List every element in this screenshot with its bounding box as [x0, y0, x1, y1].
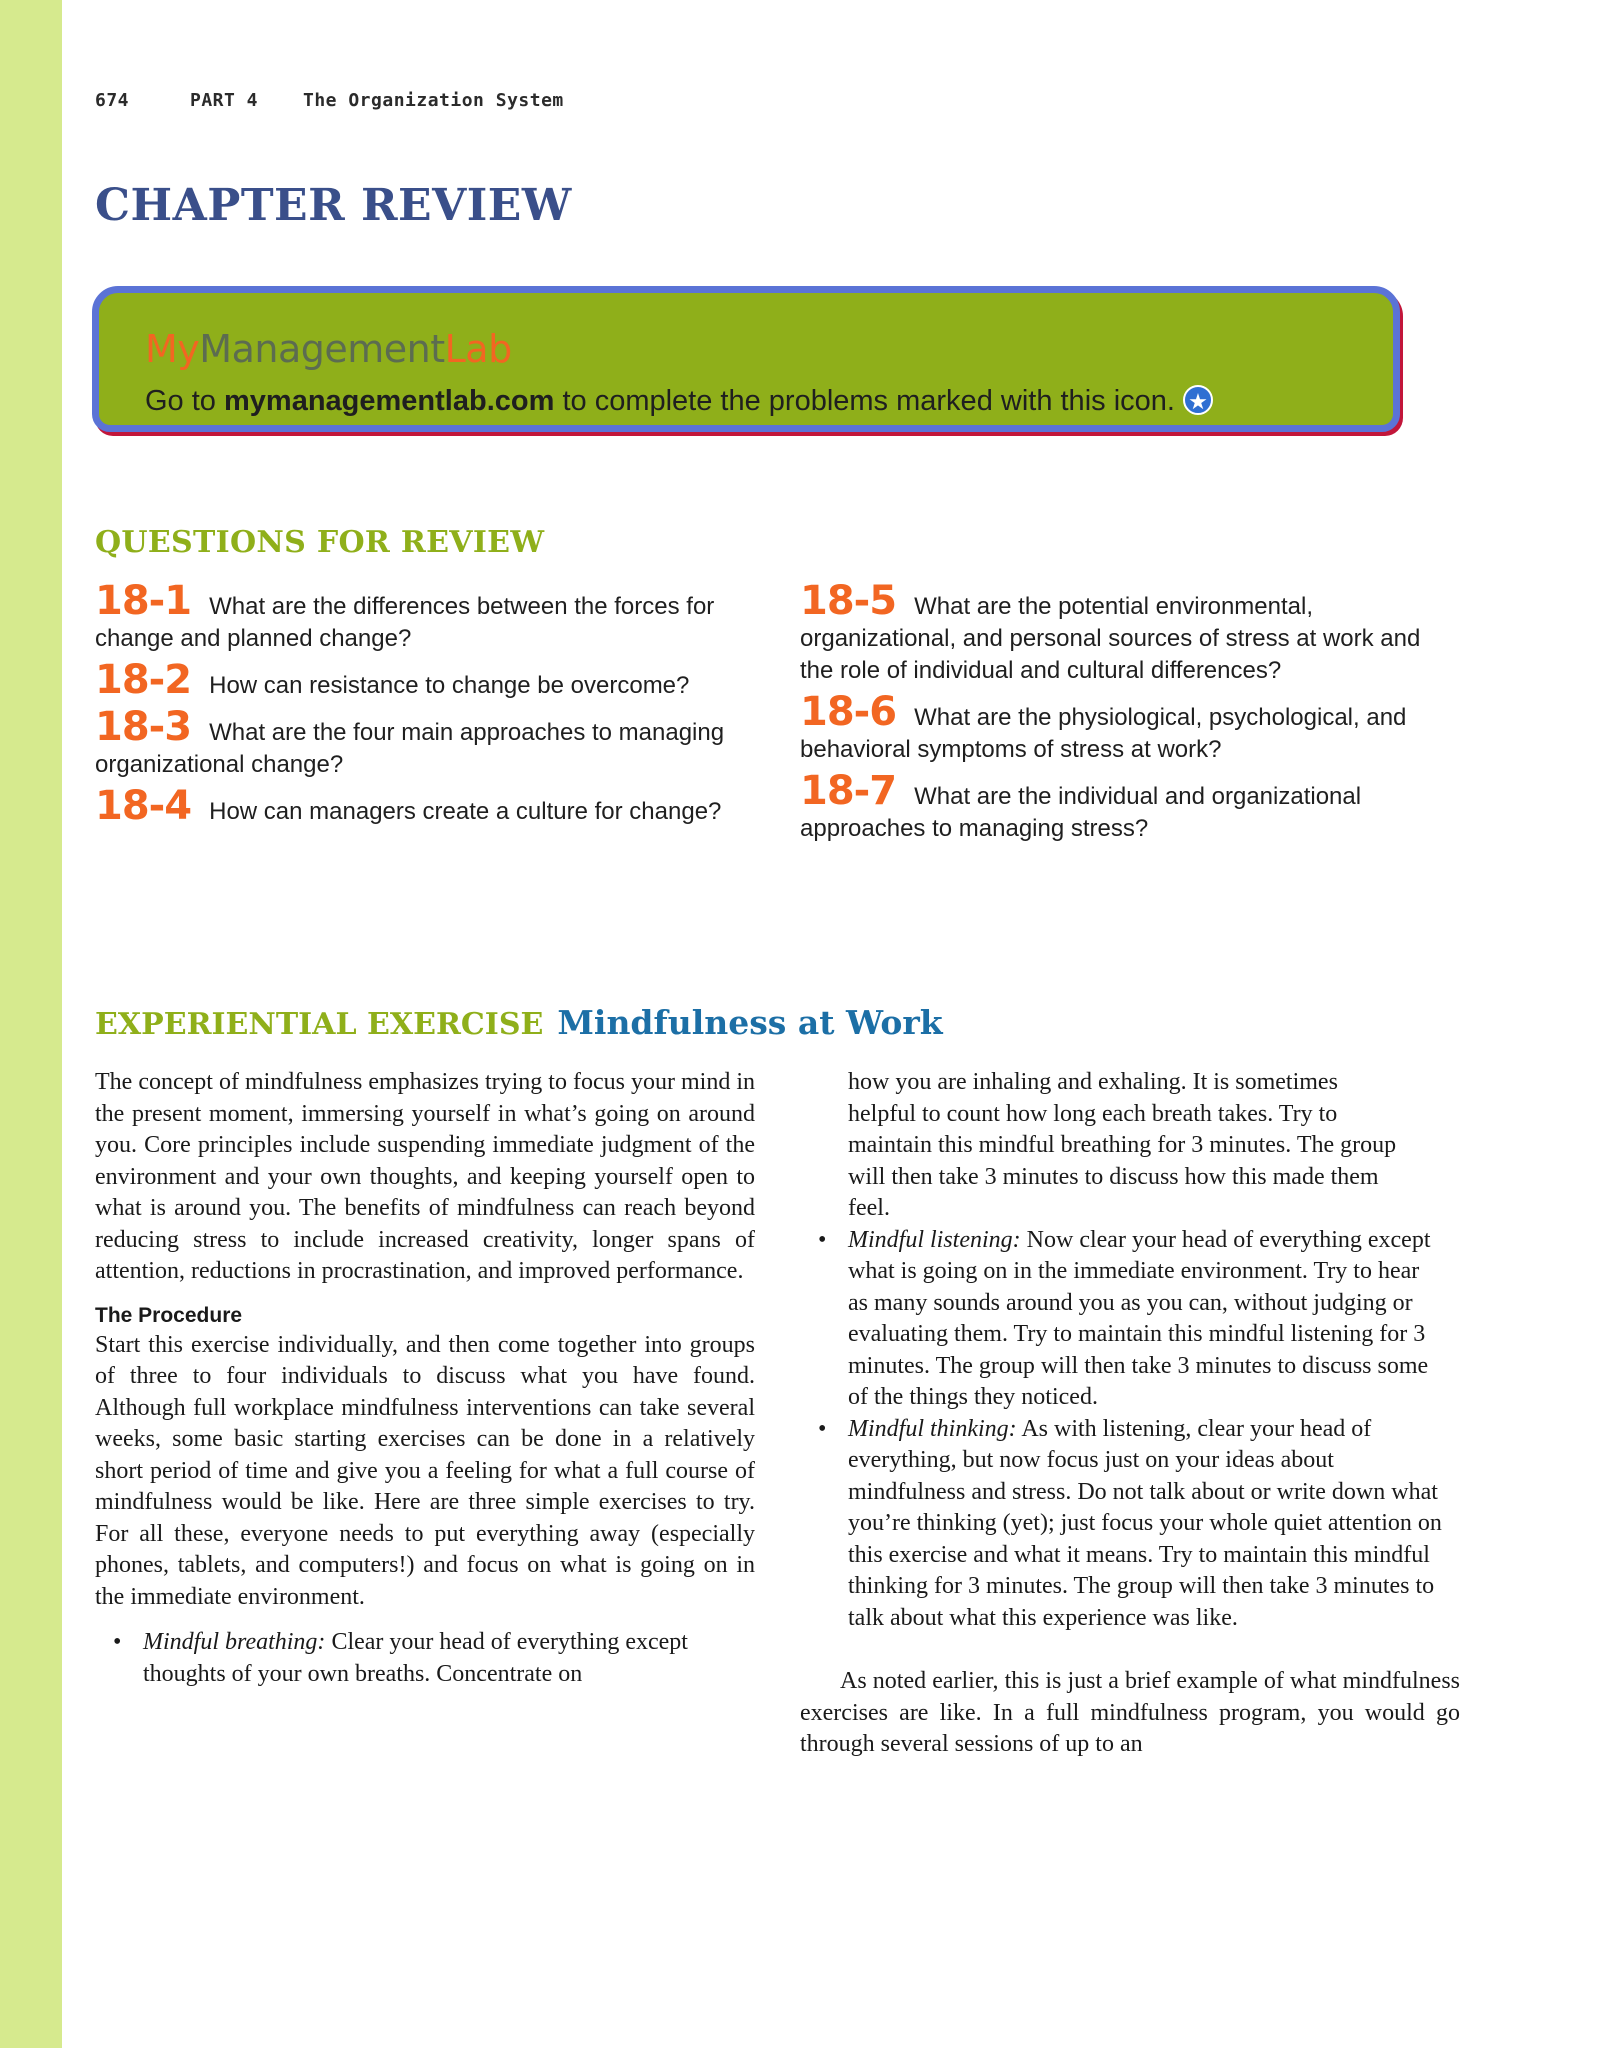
question-item [95, 657, 735, 703]
question-text: What are the individual and organizational approaches to managing stress? [800, 783, 1362, 842]
star-icon: ★ [1183, 385, 1213, 415]
mml-line-suffix: to complete the problems marked with this icon. [554, 385, 1175, 417]
exercise-heading [95, 1003, 943, 1042]
question-number: 18-2 [95, 657, 192, 703]
question-number: 18-5 [800, 578, 897, 624]
question-number: 18-4 [95, 783, 192, 829]
exercise-intro: The concept of mindfulness emphasizes trying to focus your mind in the present moment, immersing yourself in what’s going on around you. Core principles include suspending immediate judgment of the environment and your own thoughts, and keeping yourself open to what is around you. The benefits of mindfulness can reach beyond reducing stress to include increased creativity, longer spans of attention, reductions in procrastination, and improved performance. [95, 1069, 755, 1284]
question-item [95, 783, 735, 829]
bullet-dot: • [113, 1629, 122, 1655]
bullet-lead: Mindful breathing: [143, 1629, 326, 1655]
procedure-text: Start this exercise individually, and then come together into groups of three to four individuals to discuss what you have found. Although full workplace mindfulness interventions can take several weeks, some basic starting exercises can be done in a relatively short period of time and give you a feeling for what a full course of mindfulness would be like. Here are three simple exercises to try. For all these, everyone needs to put everything away (especially phones, tablets, and computers!) and focus on what is going on in the immediate environment. [95, 1331, 755, 1610]
brand-lab: Lab [444, 327, 512, 371]
question-item [800, 768, 1440, 845]
bullet-breathing-continued: how you are inhaling and exhaling. It is sometimes helpful to count how long each breath takes. Try to maintain this mindful breathing for 3 minutes. The group will then take 3 minutes to discuss how this made them feel. [848, 1069, 1397, 1221]
brand-management: Management [199, 327, 445, 371]
question-number: 18-7 [800, 768, 897, 814]
bullet-mindful-breathing [95, 1627, 755, 1690]
questions-right-column [800, 578, 1440, 855]
bullet-dot: • [818, 1415, 827, 1442]
mml-brand-logo [145, 327, 512, 371]
closing-paragraph: As noted earlier, this is just a brief example of what mindfulness exercises are like. In a full mindfulness program, you would go through several sessions of up to an [800, 1668, 1460, 1757]
questions-left-column [95, 578, 735, 838]
brand-my: My [145, 327, 200, 371]
questions-heading: QUESTIONS FOR REVIEW [95, 525, 545, 560]
exercise-left-column [95, 1067, 755, 1690]
question-item [95, 578, 735, 655]
sidebar-strip [0, 0, 62, 2048]
question-number: 18-3 [95, 704, 192, 750]
bullet-mindful-thinking [800, 1414, 1462, 1635]
mml-link[interactable]: mymanagementlab.com [224, 385, 555, 417]
exercise-right-column [800, 1067, 1462, 1761]
chapter-title: CHAPTER REVIEW [95, 180, 572, 231]
mml-line-prefix: Go to [145, 385, 224, 417]
exercise-label: EXPERIENTIAL EXERCISE [95, 1007, 544, 1042]
part-label: PART 4 [190, 90, 259, 111]
question-text: How can managers create a culture for change? [209, 798, 722, 825]
running-head [95, 90, 564, 111]
exercise-title: Mindfulness at Work [557, 1003, 943, 1042]
mml-instruction [145, 385, 1213, 418]
bullet-mindful-listening [800, 1225, 1462, 1414]
question-text: How can resistance to change be overcome? [209, 672, 690, 699]
question-text: What are the physiological, psychological, and behavioral symptoms of stress at work? [800, 704, 1407, 763]
bullet-lead: Mindful listening: [848, 1226, 1021, 1253]
bullet-dot: • [818, 1226, 827, 1253]
bullet-text: As with listening, clear your head of everything, but now focus just on your ideas about mindfulness and stress. Do not talk about or write down what you’re thinking (yet); just focus your whole quiet attention on this exercise and what it means. Try to maintain this mindful thinking for 3 minutes. The group will then take 3 minutes to talk about what this experience was like. [848, 1415, 1442, 1631]
question-item [95, 704, 735, 781]
question-number: 18-1 [95, 578, 192, 624]
question-item [800, 578, 1440, 687]
question-number: 18-6 [800, 689, 897, 735]
mymanagementlab-banner [92, 286, 1400, 432]
bullet-lead: Mindful thinking: [848, 1415, 1017, 1442]
bullet-text: Clear your head of everything except thoughts of your own breaths. Concentrate on [143, 1629, 688, 1687]
question-item [800, 689, 1440, 766]
question-text: What are the four main approaches to managing organizational change? [95, 719, 725, 778]
question-text: What are the potential environmental, organizational, and personal sources of stress at work and the role of individual and cultural differences? [800, 593, 1421, 684]
question-text: What are the differences between the forces for change and planned change? [95, 593, 715, 652]
page-number: 674 [95, 90, 130, 111]
procedure-heading: The Procedure [95, 1303, 243, 1327]
part-title: The Organization System [303, 90, 564, 111]
bullet-text: Now clear your head of everything except what is going on in the immediate environment. Try to hear as many sounds around you as you can, without judging or evaluating them. Try to maintain this mindful listening for 3 minutes. The group will then take 3 minutes to discuss some of the things they noticed. [848, 1226, 1431, 1410]
